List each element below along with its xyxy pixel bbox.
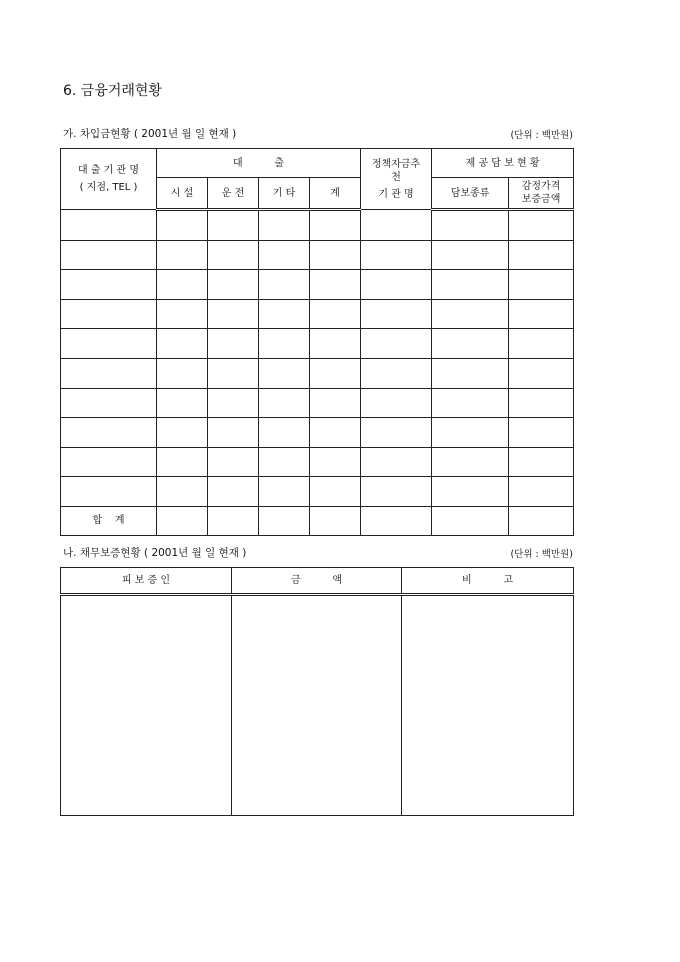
total-label: 합 계 [61, 506, 157, 535]
sum-cell[interactable] [310, 240, 361, 270]
policy-cell[interactable] [361, 447, 432, 477]
operating-cell[interactable] [208, 270, 259, 300]
sum-cell[interactable] [310, 418, 361, 448]
collateral-type-cell[interactable] [432, 447, 509, 477]
appraisal-cell[interactable] [509, 270, 574, 300]
table-row [61, 329, 574, 359]
sum-cell[interactable] [310, 299, 361, 329]
collateral-type-cell[interactable] [432, 240, 509, 270]
operating-cell[interactable] [208, 210, 259, 241]
col-operating: 운 전 [208, 178, 259, 210]
other-cell[interactable] [259, 210, 310, 241]
appraisal-cell[interactable] [509, 418, 574, 448]
other-cell[interactable] [259, 477, 310, 507]
guarantee-heading: 나. 채무보증현황 ( 2001년 월 일 현재 ) [63, 547, 247, 559]
borrowing-heading: 가. 차입금현황 ( 2001년 월 일 현재 ) [63, 128, 237, 140]
borrowing-table [60, 148, 574, 536]
lender-cell[interactable] [61, 447, 157, 477]
collateral-type-cell[interactable] [432, 388, 509, 418]
col-other: 기 타 [259, 178, 310, 210]
lender-cell[interactable] [61, 388, 157, 418]
policy-cell[interactable] [361, 477, 432, 507]
appraisal-cell[interactable] [509, 358, 574, 388]
sum-cell[interactable] [310, 210, 361, 241]
appraisal-cell[interactable] [509, 447, 574, 477]
table-row [61, 447, 574, 477]
collateral-type-cell[interactable] [432, 358, 509, 388]
table-row [61, 210, 574, 241]
col-appraisal-line1: 감정가격 [521, 181, 561, 192]
policy-cell[interactable] [361, 210, 432, 241]
col-appraisal-line2: 보증금액 [521, 194, 561, 205]
borrowing-unit: (단위 : 백만원) [510, 130, 573, 141]
operating-cell[interactable] [208, 240, 259, 270]
appraisal-cell[interactable] [509, 299, 574, 329]
lender-cell[interactable] [61, 270, 157, 300]
table-row [61, 299, 574, 329]
col-lender-header [61, 149, 157, 210]
guarantee-table [60, 567, 574, 816]
lender-cell[interactable] [61, 358, 157, 388]
facility-cell[interactable] [157, 270, 208, 300]
other-cell[interactable] [259, 358, 310, 388]
table-row [61, 358, 574, 388]
sum-cell[interactable] [310, 477, 361, 507]
other-cell[interactable] [259, 418, 310, 448]
appraisal-cell[interactable] [509, 210, 574, 241]
table-row [61, 388, 574, 418]
col-amount: 금 액 [232, 568, 402, 595]
sum-cell[interactable] [310, 329, 361, 359]
remarks-cell[interactable] [402, 595, 574, 816]
operating-cell[interactable] [208, 329, 259, 359]
other-cell[interactable] [259, 240, 310, 270]
facility-cell[interactable] [157, 358, 208, 388]
appraisal-cell[interactable] [509, 240, 574, 270]
col-policy-line1: 정책자금추 [371, 158, 421, 170]
total-operating-cell[interactable] [208, 506, 259, 535]
total-collateral-type-cell[interactable] [432, 506, 509, 535]
table-row [61, 240, 574, 270]
facility-cell[interactable] [157, 388, 208, 418]
lender-cell[interactable] [61, 418, 157, 448]
sum-cell[interactable] [310, 358, 361, 388]
lender-cell[interactable] [61, 329, 157, 359]
guarantee-unit: (단위 : 백만원) [510, 549, 573, 560]
operating-cell[interactable] [208, 447, 259, 477]
collateral-type-cell[interactable] [432, 270, 509, 300]
collateral-type-cell[interactable] [432, 329, 509, 359]
col-collateral-header: 제 공 담 보 현 황 [432, 149, 574, 178]
total-policy-cell[interactable] [361, 506, 432, 535]
col-collateral-type: 담보종류 [432, 178, 509, 210]
total-sum-cell[interactable] [310, 506, 361, 535]
policy-cell[interactable] [361, 418, 432, 448]
table-row [61, 418, 574, 448]
total-appraisal-cell[interactable] [509, 506, 574, 535]
total-other-cell[interactable] [259, 506, 310, 535]
amount-cell[interactable] [232, 595, 402, 816]
col-appraisal [509, 178, 574, 210]
col-policy-line2: 천 [391, 171, 401, 183]
lender-cell[interactable] [61, 210, 157, 241]
operating-cell[interactable] [208, 418, 259, 448]
total-facility-cell[interactable] [157, 506, 208, 535]
collateral-type-cell[interactable] [432, 299, 509, 329]
guaranteed-cell[interactable] [61, 595, 232, 816]
collateral-type-cell[interactable] [432, 418, 509, 448]
policy-cell[interactable] [361, 270, 432, 300]
sum-cell[interactable] [310, 270, 361, 300]
col-facility: 시 설 [157, 178, 208, 210]
facility-cell[interactable] [157, 210, 208, 241]
policy-cell[interactable] [361, 329, 432, 359]
facility-cell[interactable] [157, 447, 208, 477]
collateral-type-cell[interactable] [432, 477, 509, 507]
other-cell[interactable] [259, 329, 310, 359]
lender-cell[interactable] [61, 477, 157, 507]
other-cell[interactable] [259, 270, 310, 300]
col-lender-sub: ( 지점, TEL ) [79, 182, 138, 193]
col-policy-header [361, 149, 432, 210]
other-cell[interactable] [259, 299, 310, 329]
facility-cell[interactable] [157, 240, 208, 270]
facility-cell[interactable] [157, 329, 208, 359]
policy-cell[interactable] [361, 388, 432, 418]
policy-cell[interactable] [361, 358, 432, 388]
sum-cell[interactable] [310, 388, 361, 418]
facility-cell[interactable] [157, 299, 208, 329]
appraisal-cell[interactable] [509, 329, 574, 359]
policy-cell[interactable] [361, 240, 432, 270]
facility-cell[interactable] [157, 418, 208, 448]
col-remarks: 비 고 [402, 568, 574, 595]
section-title: 6. 금융거래현황 [63, 83, 162, 99]
other-cell[interactable] [259, 447, 310, 477]
col-lender-label: 대 출 기 관 명 [77, 165, 139, 176]
col-loan-header: 대 출 [157, 149, 361, 178]
operating-cell[interactable] [208, 358, 259, 388]
table-row [61, 270, 574, 300]
operating-cell[interactable] [208, 477, 259, 507]
appraisal-cell[interactable] [509, 477, 574, 507]
col-sum: 계 [310, 178, 361, 210]
facility-cell[interactable] [157, 477, 208, 507]
lender-cell[interactable] [61, 299, 157, 329]
appraisal-cell[interactable] [509, 388, 574, 418]
collateral-type-cell[interactable] [432, 210, 509, 241]
sum-cell[interactable] [310, 447, 361, 477]
operating-cell[interactable] [208, 388, 259, 418]
col-policy-line3: 기 관 명 [378, 188, 414, 200]
lender-cell[interactable] [61, 240, 157, 270]
operating-cell[interactable] [208, 299, 259, 329]
col-guaranteed: 피 보 증 인 [61, 568, 232, 595]
policy-cell[interactable] [361, 299, 432, 329]
other-cell[interactable] [259, 388, 310, 418]
table-row [61, 477, 574, 507]
